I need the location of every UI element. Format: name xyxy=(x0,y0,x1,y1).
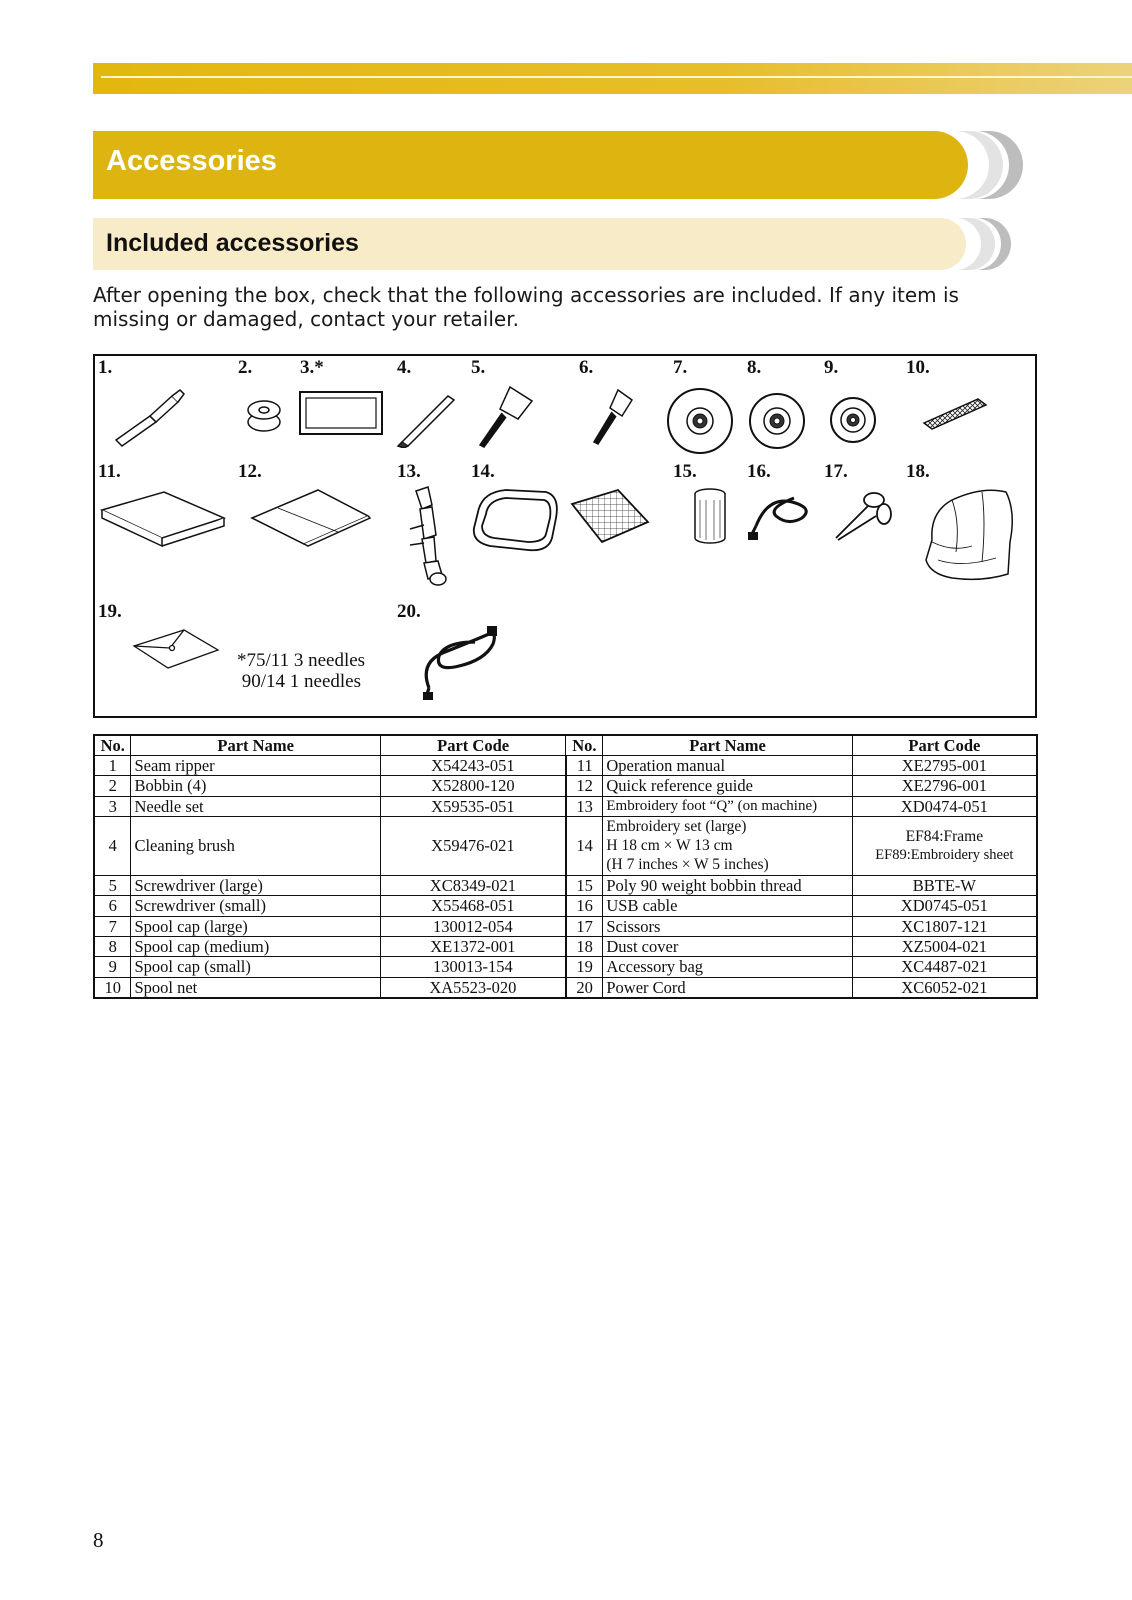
part-name: Power Cord xyxy=(603,977,852,998)
figure-number-12: 12. xyxy=(238,461,262,482)
bobbin-thread-icon xyxy=(690,486,730,548)
scissors-icon xyxy=(830,486,894,544)
part-code: XA5523-020 xyxy=(380,977,566,998)
item-number: 10 xyxy=(94,977,131,998)
table-row xyxy=(94,756,1037,776)
item-number: 4 xyxy=(94,816,131,875)
quick-reference-guide-icon xyxy=(248,486,374,550)
item-number: 3 xyxy=(94,796,131,816)
part-code: XE1372-001 xyxy=(380,936,566,956)
figure-number-19: 19. xyxy=(98,601,122,622)
part-name-line: H 18 cm × W 13 cm xyxy=(606,837,733,855)
seam-ripper-icon xyxy=(110,388,190,448)
part-name-line: (H 7 inches × W 5 inches) xyxy=(606,856,769,874)
needle-note xyxy=(237,650,365,692)
item-number: 9 xyxy=(94,957,131,977)
figure-number-10: 10. xyxy=(906,357,930,378)
part-name: Needle set xyxy=(131,796,380,816)
figure-number-8: 8. xyxy=(747,357,762,378)
intro-paragraph: After opening the box, check that the following accessories are included. If any item is missing or damaged, contact your retailer. xyxy=(93,283,959,331)
dust-cover-icon xyxy=(912,482,1018,586)
needle-set-icon xyxy=(298,390,386,438)
part-code: XD0745-051 xyxy=(852,896,1037,916)
part-name: Spool cap (medium) xyxy=(131,936,380,956)
table-row xyxy=(94,916,1037,936)
screwdriver-small-icon xyxy=(586,386,642,450)
col-header-part-code: Part Code xyxy=(380,735,566,756)
figure-number-9: 9. xyxy=(824,357,839,378)
col-header-part-code: Part Code xyxy=(852,735,1037,756)
item-number: 11 xyxy=(566,756,603,776)
embroidery-sheet-icon xyxy=(568,486,652,552)
figure-number-5: 5. xyxy=(471,357,486,378)
part-name-line: Embroidery set (large) xyxy=(606,818,747,836)
embroidery-foot-icon xyxy=(402,485,454,590)
table-row xyxy=(94,896,1037,916)
part-code: 130013-154 xyxy=(380,957,566,977)
part-code: X55468-051 xyxy=(380,896,566,916)
table-row xyxy=(94,936,1037,956)
figure-number-17: 17. xyxy=(824,461,848,482)
part-name: Screwdriver (large) xyxy=(131,875,380,895)
col-header-no: No. xyxy=(566,735,603,756)
operation-manual-icon xyxy=(98,488,228,554)
spool-cap-large-icon xyxy=(665,386,735,456)
subsection-title: Included accessories xyxy=(106,229,359,257)
part-name: Poly 90 weight bobbin thread xyxy=(603,875,852,895)
figure-number-4: 4. xyxy=(397,357,412,378)
item-number: 15 xyxy=(566,875,603,895)
spool-net-icon xyxy=(920,393,990,433)
part-code: XZ5004-021 xyxy=(852,936,1037,956)
item-number: 7 xyxy=(94,916,131,936)
part-name xyxy=(603,816,852,875)
usb-cable-icon xyxy=(748,486,820,544)
part-name: Cleaning brush xyxy=(131,816,380,875)
spool-cap-small-icon xyxy=(825,392,881,448)
item-number: 12 xyxy=(566,776,603,796)
part-code: X54243-051 xyxy=(380,756,566,776)
subsection-heading-ornament xyxy=(955,218,1035,270)
table-header-row xyxy=(94,735,1037,756)
table-row xyxy=(94,816,1037,875)
part-code: 130012-054 xyxy=(380,916,566,936)
item-number: 19 xyxy=(566,957,603,977)
table-row xyxy=(94,776,1037,796)
figure-number-15: 15. xyxy=(673,461,697,482)
col-header-part-name: Part Name xyxy=(131,735,380,756)
figure-number-3: 3.* xyxy=(300,357,324,378)
item-number: 13 xyxy=(566,796,603,816)
part-code: XC6052-021 xyxy=(852,977,1037,998)
part-name: Dust cover xyxy=(603,936,852,956)
spool-cap-medium-icon xyxy=(746,390,808,452)
item-number: 16 xyxy=(566,896,603,916)
part-name: Operation manual xyxy=(603,756,852,776)
figure-number-13: 13. xyxy=(397,461,421,482)
part-name: Screwdriver (small) xyxy=(131,896,380,916)
header-band xyxy=(93,63,1132,94)
table-row xyxy=(94,796,1037,816)
part-name: Spool cap (small) xyxy=(131,957,380,977)
col-header-part-name: Part Name xyxy=(603,735,852,756)
cleaning-brush-icon xyxy=(396,390,460,448)
table-row xyxy=(94,875,1037,895)
subsection-heading-band xyxy=(93,218,966,270)
part-name: Quick reference guide xyxy=(603,776,852,796)
item-number: 14 xyxy=(566,816,603,875)
figure-number-1: 1. xyxy=(98,357,113,378)
part-code-line: EF84:Frame xyxy=(905,827,984,845)
figure-number-2: 2. xyxy=(238,357,253,378)
part-code: X59476-021 xyxy=(380,816,566,875)
part-name: Embroidery foot “Q” (on machine) xyxy=(603,796,852,816)
part-code: X59535-051 xyxy=(380,796,566,816)
section-title: Accessories xyxy=(106,145,277,177)
needle-note-line-2: 90/14 1 needles xyxy=(237,671,362,692)
part-code: XE2796-001 xyxy=(852,776,1037,796)
part-code: XC8349-021 xyxy=(380,875,566,895)
figure-number-11: 11. xyxy=(98,461,121,482)
part-code-line: EF89:Embroidery sheet xyxy=(875,846,1014,863)
table-row xyxy=(94,977,1037,998)
part-code: XE2795-001 xyxy=(852,756,1037,776)
table-row xyxy=(94,957,1037,977)
part-name: Scissors xyxy=(603,916,852,936)
part-code: X52800-120 xyxy=(380,776,566,796)
figure-number-14: 14. xyxy=(471,461,495,482)
part-code: XD0474-051 xyxy=(852,796,1037,816)
figure-number-7: 7. xyxy=(673,357,688,378)
figure-number-6: 6. xyxy=(579,357,594,378)
part-name: Spool net xyxy=(131,977,380,998)
item-number: 17 xyxy=(566,916,603,936)
part-code: XC1807-121 xyxy=(852,916,1037,936)
part-code xyxy=(852,816,1037,875)
bobbin-icon xyxy=(240,392,288,436)
part-name: Seam ripper xyxy=(131,756,380,776)
item-number: 18 xyxy=(566,936,603,956)
item-number: 20 xyxy=(566,977,603,998)
figure-number-20: 20. xyxy=(397,601,421,622)
item-number: 1 xyxy=(94,756,131,776)
needle-note-line-1: *75/11 3 needles xyxy=(237,650,366,671)
power-cord-icon xyxy=(415,622,505,702)
figure-number-18: 18. xyxy=(906,461,930,482)
part-name: Bobbin (4) xyxy=(131,776,380,796)
section-heading-ornament xyxy=(955,131,1035,199)
part-code: BBTE-W xyxy=(852,875,1037,895)
part-name: Accessory bag xyxy=(603,957,852,977)
page-number: 8 xyxy=(93,1528,104,1552)
accessory-bag-icon xyxy=(130,626,222,674)
embroidery-frame-icon xyxy=(468,484,568,556)
section-heading-band xyxy=(93,131,968,199)
parts-table xyxy=(93,734,1038,999)
item-number: 5 xyxy=(94,875,131,895)
figure-number-16: 16. xyxy=(747,461,771,482)
screwdriver-large-icon xyxy=(470,383,540,453)
part-name: Spool cap (large) xyxy=(131,916,380,936)
item-number: 2 xyxy=(94,776,131,796)
col-header-no: No. xyxy=(94,735,131,756)
item-number: 6 xyxy=(94,896,131,916)
part-name: USB cable xyxy=(603,896,852,916)
item-number: 8 xyxy=(94,936,131,956)
part-code: XC4487-021 xyxy=(852,957,1037,977)
